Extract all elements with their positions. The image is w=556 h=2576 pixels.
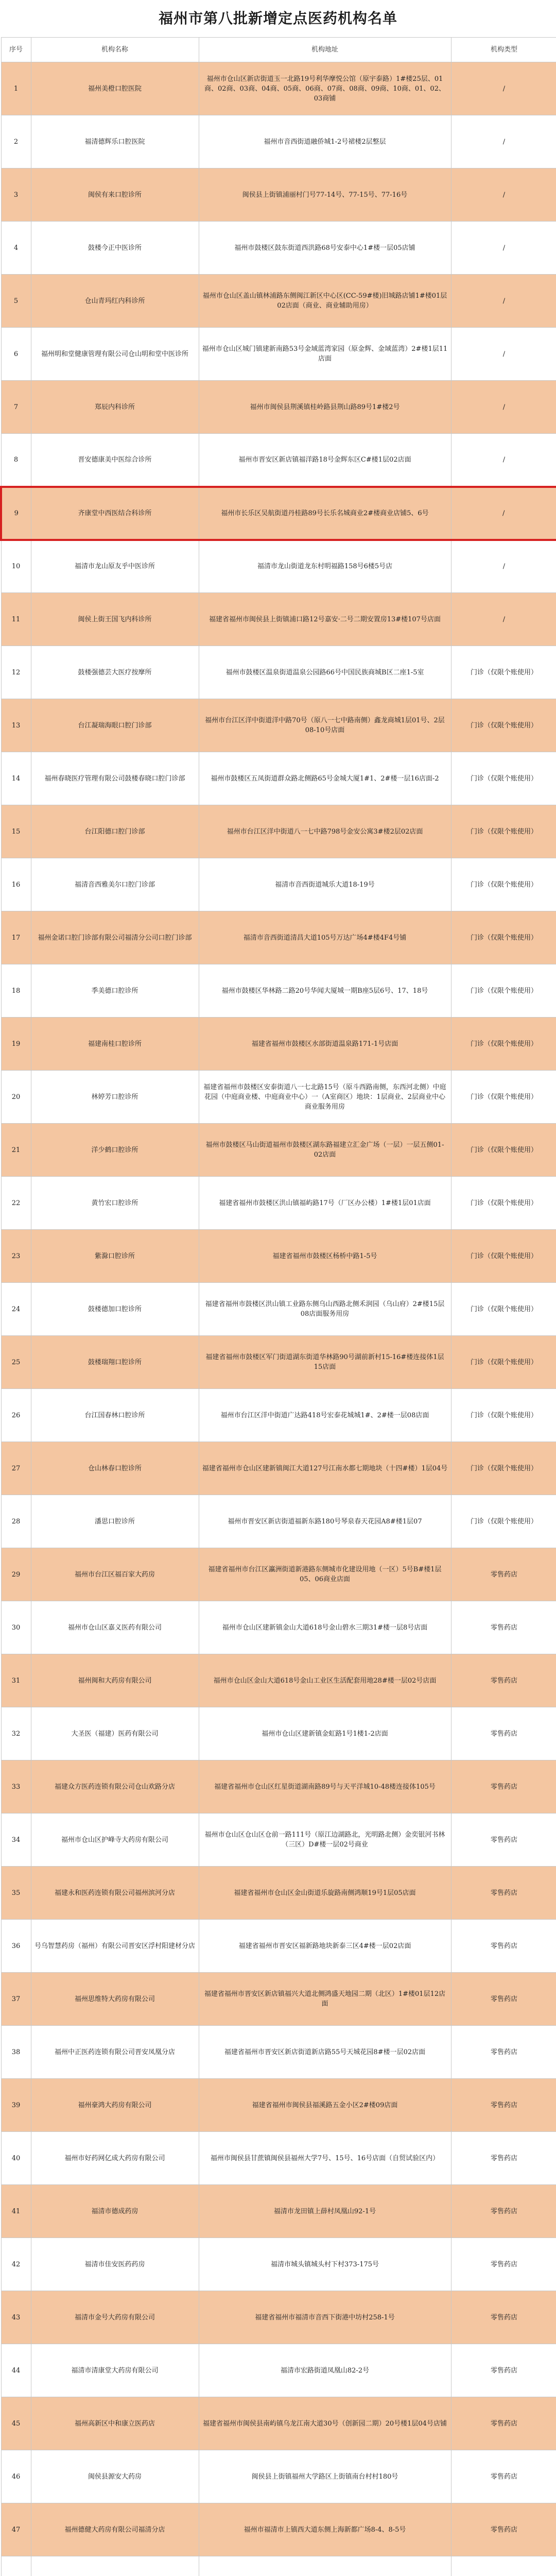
table-row (1, 1018, 556, 1071)
cell-serial (1, 2556, 31, 2576)
cell-name: 仓山青玛红内科诊所 (31, 275, 199, 328)
cell-address: 福州市鼓楼区五凤街道群众路北侧路65号金城大厦1#1、2#楼一层16店面-2 (199, 752, 451, 805)
cell-name: 紫滁口腔诊所 (31, 1230, 199, 1283)
cell-name: 林婷芳口腔诊所 (31, 1071, 199, 1124)
cell-address: 福州市仓山区城门镇建新南路53号金域蓝湾家园（原金辉、金域蓝湾）2#楼1层11店面 (199, 328, 451, 381)
cell-serial: 14 (1, 752, 31, 805)
cell-address: 福州市仓山区盖山镇林浦路东侧闽江新区中心区(CC-59#楼)旧城路店铺1#楼01层02店面（商业、商业辅助用房） (199, 275, 451, 328)
cell-type: 门诊（仅限个账使用） (451, 1071, 556, 1124)
cell-type: / (451, 115, 556, 168)
table-row (1, 1548, 556, 1601)
cell-name: 福州德健大药房有限公司福清分店 (31, 2503, 199, 2556)
cell-address: 福清市龙山街道龙东村明福路158号6楼5号店 (199, 540, 451, 593)
header-type: 机构类型 (451, 38, 556, 62)
cell-type: 零售药店 (451, 2344, 556, 2397)
cell-name: 福州市仓山区嘉义医药有限公司 (31, 1601, 199, 1654)
table-row (1, 2556, 556, 2576)
cell-address: 福清市音西街道城乐大道18-19号 (199, 858, 451, 911)
cell-address: 福州市仓山区新店街道玉一北路19号利华摩悦公馆（原宇泰路）1#楼25层、01商、02商、03商、04商、05商、06商、07商、08商、09商、10商、01、02、03商铺 (199, 62, 451, 115)
cell-address: 福建省福州市晋安区新店镇福兴大道北侧鸿盛天地园二期（北区）1#楼01层12店面 (199, 1973, 451, 2026)
cell-type: / (451, 381, 556, 434)
cell-address: 福州市音西街道融侨城1-2号裙楼2层整层 (199, 115, 451, 168)
cell-serial: 9 (1, 487, 31, 540)
cell-serial: 7 (1, 381, 31, 434)
cell-serial: 3 (1, 168, 31, 222)
cell-type: 零售药店 (451, 1920, 556, 1973)
cell-serial: 2 (1, 115, 31, 168)
table-row (1, 2503, 556, 2556)
table-row (1, 1336, 556, 1389)
cell-address: 福州市鼓楼区华林路二路20号华闻大厦城一期B座5层6号、17、18号 (199, 964, 451, 1018)
cell-type: 零售药店 (451, 2238, 556, 2291)
cell-serial: 18 (1, 964, 31, 1018)
cell-type: / (451, 62, 556, 115)
cell-name: 福清德辉乐口腔医院 (31, 115, 199, 168)
cell-name: 福建南桂口腔诊所 (31, 1018, 199, 1071)
table-header-row (1, 38, 556, 62)
cell-name: 福清市金号大药房有限公司 (31, 2291, 199, 2344)
cell-address: 闽侯县上街镇浦丽村门号77-14号、77-15号、77-16号 (199, 168, 451, 222)
table-row (1, 275, 556, 328)
cell-name: 福建众方医药连锁有限公司仓山欢路分店 (31, 1760, 199, 1814)
cell-name: 福州美橙口腔医院 (31, 62, 199, 115)
cell-type: 零售药店 (451, 1548, 556, 1601)
cell-name: 潘思口腔诊所 (31, 1495, 199, 1548)
table-row (1, 646, 556, 699)
cell-type: 零售药店 (451, 1760, 556, 1814)
cell-name: 福州思维特大药房有限公司 (31, 1973, 199, 2026)
table-row (1, 487, 556, 540)
cell-address: 福建省福州市鼓楼区水部街道温泉路171-1号店面 (199, 1018, 451, 1071)
cell-serial: 41 (1, 2185, 31, 2238)
table-row (1, 2238, 556, 2291)
table-row (1, 1124, 556, 1177)
table-row (1, 1973, 556, 2026)
cell-serial: 23 (1, 1230, 31, 1283)
cell-address: 福州市仓山区建新镇金山大道618号金山碧水三期31#楼一层8号店面 (199, 1601, 451, 1654)
cell-type: 零售药店 (451, 1654, 556, 1707)
cell-serial: 25 (1, 1336, 31, 1389)
cell-serial: 40 (1, 2132, 31, 2185)
table-row (1, 1442, 556, 1495)
cell-type: / (451, 593, 556, 646)
cell-address: 福建省福州市闽侯县上街镇浦口路12号嘉安·二号二期安置房13#楼107号店面 (199, 593, 451, 646)
cell-type: 门诊（仅限个账使用） (451, 699, 556, 752)
cell-address: 福清市音西街道清昌大道105号万达广场4#楼4F4号铺 (199, 911, 451, 964)
cell-type: / (451, 434, 556, 487)
cell-name: 闽侯县源安大药房 (31, 2450, 199, 2503)
table-row (1, 2132, 556, 2185)
cell-type: 门诊（仅限个账使用） (451, 964, 556, 1018)
cell-serial: 29 (1, 1548, 31, 1601)
cell-type: 零售药店 (451, 2185, 556, 2238)
cell-address: 福州市闽侯县荆溪镇桂岭路县荆山路89号1#楼2号 (199, 381, 451, 434)
cell-serial: 1 (1, 62, 31, 115)
table-row (1, 1814, 556, 1867)
cell-type: / (451, 222, 556, 275)
table-row (1, 2291, 556, 2344)
cell-address: 福清市龙田镇上薛村凤凰山92-1号 (199, 2185, 451, 2238)
cell-name: 福州市仓山区护峰寺大药房有限公司 (31, 1814, 199, 1867)
cell-address (199, 2556, 451, 2576)
cell-address: 闽侯县上街镇福州大学路区上街镇南台村村180号 (199, 2450, 451, 2503)
cell-type: 零售药店 (451, 2026, 556, 2079)
cell-type: 门诊（仅限个账使用） (451, 1177, 556, 1230)
cell-name: 闽侯上街王国飞内科诊所 (31, 593, 199, 646)
table-row (1, 805, 556, 858)
cell-address: 福清市城头镇城头村下村373-175号 (199, 2238, 451, 2291)
cell-name: 台江凝瑞海眼口腔门诊部 (31, 699, 199, 752)
table-row (1, 2397, 556, 2450)
table-row (1, 2079, 556, 2132)
table-row (1, 1389, 556, 1442)
cell-address: 福州市仓山区金山大道618号金山工业区生活配套用地28#楼一层02号店面 (199, 1654, 451, 1707)
table-row (1, 1867, 556, 1920)
cell-address: 福建省福州市仓山区建新镇闽江大道127号江南水都七期地块（十四#楼）1层04号 (199, 1442, 451, 1495)
cell-serial: 21 (1, 1124, 31, 1177)
cell-serial: 4 (1, 222, 31, 275)
table-row (1, 168, 556, 222)
cell-name: 黄竹宏口腔诊所 (31, 1177, 199, 1230)
cell-address: 福建省福州市闽侯县南屿镇乌龙江南大道30号（创新园二期）20号楼1层04号店铺 (199, 2397, 451, 2450)
cell-address: 福州市台江区洋中街道洋中路70号（原八一七中路南侧）鑫龙商城1层01号、2层08-10号店面 (199, 699, 451, 752)
cell-type: 门诊（仅限个账使用） (451, 752, 556, 805)
cell-name: 晋安德康美中医综合诊所 (31, 434, 199, 487)
cell-type: / (451, 540, 556, 593)
cell-serial: 27 (1, 1442, 31, 1495)
cell-serial: 34 (1, 1814, 31, 1867)
table-row (1, 2026, 556, 2079)
cell-address: 福建省福州市鼓楼区杨桥中路1-5号 (199, 1230, 451, 1283)
cell-name: 鼓楼强德芸大医疗按摩所 (31, 646, 199, 699)
table-body (1, 62, 556, 2576)
table-row (1, 1601, 556, 1654)
cell-name: 鼓楼德加口腔诊所 (31, 1283, 199, 1336)
cell-type: / (451, 168, 556, 222)
table-row (1, 858, 556, 911)
cell-name: 齐康堂中西医结合科诊所 (31, 487, 199, 540)
cell-serial: 20 (1, 1071, 31, 1124)
cell-type: 零售药店 (451, 2397, 556, 2450)
cell-name: 福州闽和大药房有限公司 (31, 1654, 199, 1707)
cell-type: 零售药店 (451, 2079, 556, 2132)
cell-serial: 17 (1, 911, 31, 964)
cell-serial: 38 (1, 2026, 31, 2079)
table-row (1, 2450, 556, 2503)
cell-name: 福州明和堂健康管理有限公司仓山明和堂中医诊所 (31, 328, 199, 381)
table-row (1, 1230, 556, 1283)
cell-address: 福州市晋安区新店街道福新东路180号琴泉春天花园A8#楼1层07 (199, 1495, 451, 1548)
cell-address: 福州市闽侯县甘蔗镇闽侯县福州大学7号、15号、16号店面（自贸试验区内） (199, 2132, 451, 2185)
table-row (1, 2185, 556, 2238)
cell-address: 福建省福州市鼓楼区军门街道湖东街道华林路90号湖前新村15-16#楼连接体1层15店面 (199, 1336, 451, 1389)
cell-serial: 28 (1, 1495, 31, 1548)
cell-type: 零售药店 (451, 1867, 556, 1920)
cell-serial: 45 (1, 2397, 31, 2450)
cell-name: 福清音西雅美尔口腔门诊部 (31, 858, 199, 911)
table-row (1, 540, 556, 593)
cell-type: 门诊（仅限个账使用） (451, 1495, 556, 1548)
table-row (1, 1071, 556, 1124)
cell-address: 福建省福州市福清市音西下街港中坊村258-1号 (199, 2291, 451, 2344)
cell-name: 郑辰内科诊所 (31, 381, 199, 434)
table-row (1, 222, 556, 275)
cell-address: 福建省福州市闽侯县福溪路五金小区2#楼09店面 (199, 2079, 451, 2132)
cell-serial: 31 (1, 1654, 31, 1707)
cell-address: 福建省福州市鼓楼区洪山镇工业路东侧乌山西路北侧禾润园（乌山府）2#楼15层08店面服务用房 (199, 1283, 451, 1336)
cell-serial: 37 (1, 1973, 31, 2026)
cell-type: 门诊（仅限个账使用） (451, 1230, 556, 1283)
cell-type: 门诊（仅限个账使用） (451, 805, 556, 858)
cell-name: 鼓楼今正中医诊所 (31, 222, 199, 275)
cell-name: 台江阳德口腔门诊部 (31, 805, 199, 858)
cell-name: 大圣医（福建）医药有限公司 (31, 1707, 199, 1760)
cell-name: 台江国春林口腔诊所 (31, 1389, 199, 1442)
cell-name: 号乌智慧药房（福州）有限公司晋安区浮村阳建材分店 (31, 1920, 199, 1973)
cell-type: 门诊（仅限个账使用） (451, 1124, 556, 1177)
cell-serial: 6 (1, 328, 31, 381)
cell-name: 闽侯有来口腔诊所 (31, 168, 199, 222)
cell-type: 门诊（仅限个账使用） (451, 911, 556, 964)
table-row (1, 2344, 556, 2397)
cell-type: 门诊（仅限个账使用） (451, 1442, 556, 1495)
cell-serial: 35 (1, 1867, 31, 1920)
cell-name: 福清市德成药房 (31, 2185, 199, 2238)
cell-name: 福州市好药网亿成大药房有限公司 (31, 2132, 199, 2185)
table-row (1, 752, 556, 805)
cell-serial: 11 (1, 593, 31, 646)
cell-name: 鼓楼瑞翔口腔诊所 (31, 1336, 199, 1389)
cell-address: 福州市长乐区吴航街道丹桂路89号长乐名城商业2#楼商业店铺5、6号 (199, 487, 451, 540)
cell-type: 门诊（仅限个账使用） (451, 1283, 556, 1336)
cell-serial: 12 (1, 646, 31, 699)
table-row (1, 1760, 556, 1814)
cell-address: 福建省福州市台江区瀛洲街道新港路东侧城市化建设用地（一区）5号B#楼1层05、06商业店面 (199, 1548, 451, 1601)
cell-serial: 44 (1, 2344, 31, 2397)
cell-serial: 32 (1, 1707, 31, 1760)
table-row (1, 434, 556, 487)
cell-serial: 47 (1, 2503, 31, 2556)
table-row (1, 964, 556, 1018)
cell-address: 福州市鼓楼区温泉街道温泉公园路66号中国民族商城B区二座1-5室 (199, 646, 451, 699)
cell-name: 福建永和医药连锁有限公司福州滨河分店 (31, 1867, 199, 1920)
table-row (1, 1654, 556, 1707)
cell-type: 零售药店 (451, 1973, 556, 2026)
table-row (1, 381, 556, 434)
cell-address: 福建省福州市仓山区金山街道乐旋路南侧鸿顺19号1层05店面 (199, 1867, 451, 1920)
cell-serial: 13 (1, 699, 31, 752)
cell-name: 季美德口腔诊所 (31, 964, 199, 1018)
table-row (1, 699, 556, 752)
cell-serial: 30 (1, 1601, 31, 1654)
cell-name: 福州豪鸿大药房有限公司 (31, 2079, 199, 2132)
cell-type: 门诊（仅限个账使用） (451, 646, 556, 699)
cell-serial: 16 (1, 858, 31, 911)
cell-address: 福州市台江区洋中街道广达路418号宏泰花城城1#、2#楼一层08店面 (199, 1389, 451, 1442)
cell-serial: 22 (1, 1177, 31, 1230)
cell-serial: 26 (1, 1389, 31, 1442)
cell-address: 福建省福州市晋安区福新路地块新泰三区4#楼一层02店面 (199, 1920, 451, 1973)
cell-name: 洋少鹤口腔诊所 (31, 1124, 199, 1177)
cell-name: 福州市台江区福百家大药房 (31, 1548, 199, 1601)
cell-name (31, 2556, 199, 2576)
table-row (1, 1707, 556, 1760)
cell-address: 福建省福州市仓山区红星街道湖南路89号与天平洋城10-48楼连接体105号 (199, 1760, 451, 1814)
table-row (1, 911, 556, 964)
cell-type: 零售药店 (451, 2450, 556, 2503)
cell-serial: 33 (1, 1760, 31, 1814)
cell-address: 福建省福州市晋安区新店街道新店路55号天城花园8#楼一层02店面 (199, 2026, 451, 2079)
table-row (1, 62, 556, 115)
cell-address: 福州市仓山区仓山区仓前一路111号（原江边湖路北，光明路北侧）金奕银河书林（三区）D#楼一层02号商业 (199, 1814, 451, 1867)
cell-type: / (451, 275, 556, 328)
table-row (1, 1920, 556, 1973)
table-row (1, 1495, 556, 1548)
cell-serial: 10 (1, 540, 31, 593)
cell-address: 福州市鼓楼区马山街道福州市鼓楼区湖东路福建立汇金广场（一层）一层五侧01-02店面 (199, 1124, 451, 1177)
header-serial: 序号 (1, 38, 31, 62)
cell-address: 福建省福州市鼓楼区安泰街道八一七北路15号（原斗西路南侧，东西河北侧）中庭花园（中庭商业楼、中庭商业中心）一（A室商区）地块：1层商业、2层商业中心商业服务用房 (199, 1071, 451, 1124)
document-title: 福州市第八批新增定点医药机构名单 (158, 10, 397, 27)
cell-address: 福清市宏路街道凤凰山82-2号 (199, 2344, 451, 2397)
cell-name: 福清市清康堂大药房有限公司 (31, 2344, 199, 2397)
cell-type: 零售药店 (451, 1707, 556, 1760)
cell-type: 零售药店 (451, 2503, 556, 2556)
cell-address: 福州市鼓楼区鼓东街道西洪路68号安泰中心1#楼一层05店铺 (199, 222, 451, 275)
cell-name: 福州高新区中和康立医药店 (31, 2397, 199, 2450)
cell-serial: 43 (1, 2291, 31, 2344)
cell-serial: 42 (1, 2238, 31, 2291)
cell-type: 零售药店 (451, 2132, 556, 2185)
cell-type: 门诊（仅限个账使用） (451, 1018, 556, 1071)
cell-serial: 5 (1, 275, 31, 328)
cell-address: 福州市台江区洋中街道八一七中路798号金安公寓3#楼2层02店面 (199, 805, 451, 858)
cell-serial: 39 (1, 2079, 31, 2132)
cell-type: 零售药店 (451, 1814, 556, 1867)
cell-type: 门诊（仅限个账使用） (451, 858, 556, 911)
table-row (1, 328, 556, 381)
cell-address: 福建省福州市鼓楼区洪山镇福屿路17号（厂区办公楼）1#楼1层01店面 (199, 1177, 451, 1230)
header-name: 机构名称 (31, 38, 199, 62)
cell-address: 福州市福清市上镇西大道东侧上海新都广场8-4、8-5号 (199, 2503, 451, 2556)
cell-type: 门诊（仅限个账使用） (451, 1389, 556, 1442)
cell-type: 零售药店 (451, 2291, 556, 2344)
cell-type: / (451, 328, 556, 381)
institution-table (0, 37, 556, 2576)
cell-name: 福州中正医药连锁有限公司晋安凤凰分店 (31, 2026, 199, 2079)
table-row (1, 1283, 556, 1336)
cell-serial: 46 (1, 2450, 31, 2503)
table-row (1, 593, 556, 646)
cell-name: 福清市龙山原友乎中医诊所 (31, 540, 199, 593)
cell-type (451, 2556, 556, 2576)
cell-type: / (451, 487, 556, 540)
cell-name: 福清市佳安医药药房 (31, 2238, 199, 2291)
cell-name: 福州春晓医疗管理有限公司鼓楼春晓口腔门诊部 (31, 752, 199, 805)
cell-name: 仓山林春口腔诊所 (31, 1442, 199, 1495)
cell-type: 零售药店 (451, 1601, 556, 1654)
cell-name: 福州金诺口腔门诊部有限公司福清分公司口腔门诊部 (31, 911, 199, 964)
cell-type: 门诊（仅限个账使用） (451, 1336, 556, 1389)
header-address: 机构地址 (199, 38, 451, 62)
table-row (1, 1177, 556, 1230)
cell-address: 福州市仓山区建新镇金虹路1号1楼1-2店面 (199, 1707, 451, 1760)
table-row (1, 115, 556, 168)
cell-address: 福州市晋安区新店镇福洋路18号金辉东区C#楼1层02店面 (199, 434, 451, 487)
cell-serial: 15 (1, 805, 31, 858)
cell-serial: 8 (1, 434, 31, 487)
cell-serial: 19 (1, 1018, 31, 1071)
cell-serial: 24 (1, 1283, 31, 1336)
cell-serial: 36 (1, 1920, 31, 1973)
